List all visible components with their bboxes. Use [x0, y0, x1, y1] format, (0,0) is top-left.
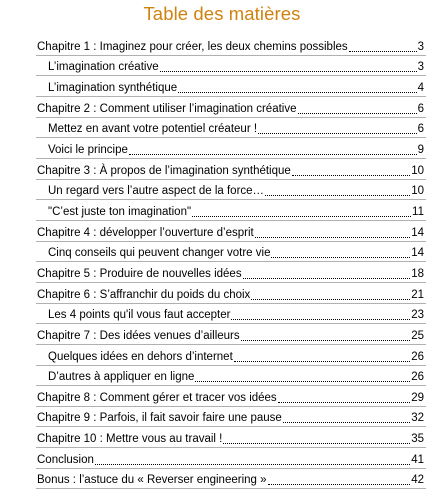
entry-page-number: 4 — [417, 81, 424, 94]
entry-label: Mettez en avant votre potentiel créateur ! — [48, 123, 258, 136]
entry-label: Quelques idées en dehors d’internet — [48, 350, 233, 363]
dot-leader — [298, 113, 417, 114]
toc-entry[interactable] — [0, 346, 444, 367]
entry-label: Conclusion — [37, 453, 94, 466]
toc-entry[interactable] — [0, 408, 444, 429]
entry-page-number: 35 — [411, 433, 424, 446]
toc-entry[interactable] — [0, 263, 444, 284]
toc-entry[interactable] — [0, 119, 444, 140]
dot-leader — [258, 133, 417, 134]
entry-label: L’imagination synthétique — [48, 81, 178, 94]
entry-page-number: 25 — [411, 329, 424, 342]
toc-entry[interactable] — [0, 367, 444, 388]
toc-entry[interactable] — [0, 222, 444, 243]
dot-leader — [234, 361, 410, 362]
toc-title: Table des matières — [143, 3, 301, 24]
entry-page-number: 6 — [417, 102, 424, 115]
dot-leader — [255, 237, 411, 238]
dot-leader — [251, 299, 410, 300]
entry-label: Chapitre 8 : Comment gérer et tracer vos idées — [37, 391, 277, 404]
entry-label: Chapitre 7 : Des idées venues d’ailleurs — [37, 329, 240, 342]
entry-page-number: 6 — [417, 123, 424, 136]
toc-entry[interactable] — [0, 181, 444, 202]
dot-leader — [95, 464, 410, 465]
entry-page-number: 10 — [411, 185, 424, 198]
toc-entry[interactable] — [0, 387, 444, 408]
dot-leader — [195, 381, 410, 382]
toc-entry[interactable] — [0, 449, 444, 470]
dot-leader — [278, 402, 411, 403]
entry-page-number: 3 — [417, 40, 424, 53]
entry-label: Chapitre 4 : développer l’ouverture d’esprit — [37, 226, 254, 239]
entry-page-number: 29 — [411, 391, 424, 404]
entry-page-number: 23 — [411, 309, 424, 322]
toc-entry[interactable] — [0, 77, 444, 98]
entry-label: Chapitre 2 : Comment utiliser l’imagination créative — [37, 102, 297, 115]
entry-label: Chapitre 9 : Parfois, il fait savoir faire une pause — [37, 412, 282, 425]
dot-leader — [271, 257, 410, 258]
entry-page-number: 10 — [411, 164, 424, 177]
toc-entry[interactable] — [0, 470, 444, 490]
entry-label: Un regard vers l’autre aspect de la force… — [48, 185, 265, 198]
dot-leader — [283, 422, 410, 423]
toc-entry[interactable] — [0, 160, 444, 181]
entry-label: "C’est juste ton imagination" — [48, 205, 192, 218]
entry-label: Chapitre 1 : Imaginez pour créer, les deux chemins possibles — [37, 40, 348, 53]
entry-label: Chapitre 3 : À propos de l’imagination synthétique — [37, 164, 291, 177]
entry-label: Voici le principe — [48, 143, 128, 156]
entry-label: Chapitre 5 : Produire de nouvelles idées — [37, 267, 242, 280]
toc-entry[interactable] — [0, 325, 444, 346]
dot-leader — [349, 51, 417, 52]
dot-leader — [192, 216, 411, 217]
dot-leader — [292, 175, 410, 176]
entry-page-number: 26 — [411, 350, 424, 363]
entry-page-number: 42 — [411, 474, 424, 487]
entry-label: Chapitre 6 : S’affranchir du poids du choix — [37, 288, 251, 301]
entry-label: Cinq conseils qui peuvent changer votre vie — [48, 247, 271, 260]
toc-entry[interactable] — [0, 201, 444, 222]
entry-label: Les 4 points qu'il vous faut accepter — [48, 309, 231, 322]
dot-leader — [265, 195, 410, 196]
entry-page-number: 18 — [411, 267, 424, 280]
dot-leader — [241, 340, 411, 341]
dot-leader — [129, 154, 417, 155]
dot-leader — [243, 278, 411, 279]
toc-entry[interactable] — [0, 243, 444, 264]
entry-page-number: 14 — [411, 247, 424, 260]
toc-entry[interactable] — [0, 98, 444, 119]
entry-page-number: 26 — [411, 371, 424, 384]
entry-page-number: 9 — [417, 143, 424, 156]
dot-leader — [223, 443, 410, 444]
entry-page-number: 11 — [412, 205, 424, 218]
dot-leader — [231, 319, 410, 320]
dot-leader — [178, 92, 416, 93]
entry-page-number: 32 — [411, 412, 424, 425]
entry-page-number: 14 — [411, 226, 424, 239]
toc-entry[interactable] — [0, 284, 444, 305]
toc-entry[interactable] — [0, 57, 444, 78]
toc-entry[interactable] — [0, 36, 444, 57]
dot-leader — [268, 484, 411, 485]
toc-entry[interactable] — [0, 428, 444, 449]
entry-label: Bonus : l’astuce du « Reverser engineering » — [37, 474, 267, 487]
toc-entry[interactable] — [0, 139, 444, 160]
entry-page-number: 21 — [411, 288, 424, 301]
entry-label: Chapitre 10 : Mettre vous au travail ! — [37, 433, 223, 446]
dot-leader — [160, 71, 417, 72]
toc-entry[interactable] — [0, 305, 444, 326]
entry-page-number: 41 — [411, 453, 424, 466]
entry-label: L’imagination créative — [48, 61, 159, 74]
entry-label: D’autres à appliquer en ligne — [48, 371, 195, 384]
entry-page-number: 3 — [417, 61, 424, 74]
toc-list — [0, 36, 444, 490]
